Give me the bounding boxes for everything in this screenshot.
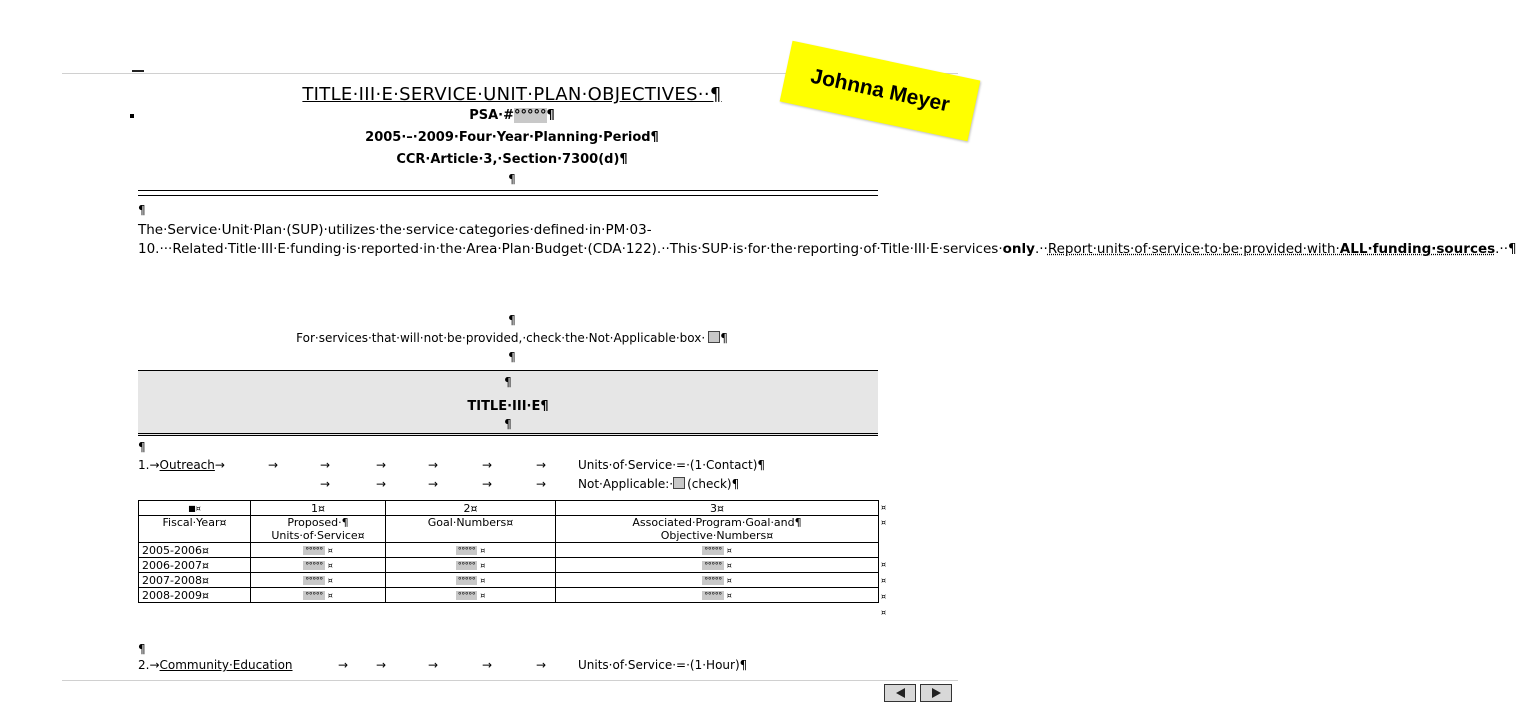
cell-end-mark: ¤	[327, 546, 333, 555]
section-2-units: Units·of·Service·=·(1·Hour)¶	[578, 658, 748, 672]
intro-only: only	[1002, 241, 1035, 257]
tab-arrow: →	[376, 477, 387, 491]
table-corner: ■¤	[139, 501, 251, 516]
not-applicable-checkbox[interactable]	[708, 331, 720, 343]
form-field[interactable]: °°°°°	[305, 561, 323, 570]
fiscal-year-cell: 2005-2006¤	[139, 543, 251, 558]
title-iii-e-band	[138, 370, 878, 436]
intro-paragraph-mark: ¶	[138, 203, 146, 217]
header-proposed-units	[251, 516, 386, 543]
col-number: 1¤	[251, 501, 386, 516]
na-check-label: (check)¶	[687, 477, 740, 491]
intro-report-text: Report·units·of·service·to·be·provided·with·	[1047, 241, 1340, 257]
na-text: For·services·that·will·not·be·provided,·check·the·Not·Applicable·box·	[296, 331, 706, 345]
section-1-number: 1.→	[138, 458, 160, 472]
proposed-units-cell	[251, 543, 386, 558]
form-field[interactable]: °°°°°	[704, 591, 722, 600]
objective-numbers-cell	[556, 543, 879, 558]
na-mark-above: ¶	[508, 313, 516, 327]
header-objective: Objective·Numbers¤	[660, 529, 774, 542]
objective-numbers-cell	[556, 558, 879, 573]
tab-arrow: →	[320, 477, 331, 491]
tab-arrow: →	[428, 458, 439, 472]
section-1-units: Units·of·Service·=·(1·Contact)¶	[578, 458, 766, 472]
na-end: ¶	[720, 331, 728, 345]
tab-arrow: →	[376, 658, 387, 672]
outreach-table	[138, 500, 879, 603]
header-goal-numbers: Goal·Numbers¤	[386, 516, 556, 543]
table-header-row	[139, 516, 879, 543]
col-number: 2¤	[386, 501, 556, 516]
tab-arrow: →	[482, 458, 493, 472]
psa-end-mark: ¶	[546, 108, 555, 123]
tab-arrow: →	[320, 458, 331, 472]
form-field[interactable]: °°°°°	[305, 591, 323, 600]
band-title: TITLE·III·E¶	[467, 399, 549, 414]
form-field[interactable]: °°°°°	[457, 591, 476, 600]
bottom-divider	[62, 680, 958, 681]
form-field[interactable]: °°°°°	[704, 576, 722, 585]
tab-arrow: →	[268, 458, 279, 472]
section-1-heading	[138, 458, 225, 472]
table-row	[139, 543, 879, 558]
table-row	[139, 558, 879, 573]
tab-arrow: →	[428, 658, 439, 672]
na-label: Not·Applicable:·	[578, 477, 674, 491]
arrow-left-icon	[896, 688, 905, 698]
header-double-rule	[138, 190, 878, 196]
na-mark-below: ¶	[508, 350, 516, 364]
form-field[interactable]: °°°°°	[305, 546, 323, 555]
tab-arrow: →	[338, 658, 349, 672]
planning-period: 2005·–·2009·Four·Year·Planning·Period¶	[365, 130, 659, 145]
tab-arrow: →	[376, 458, 387, 472]
row-end-mark: ¤	[881, 576, 887, 585]
intro-all-funding: ALL·funding·sources	[1339, 241, 1496, 257]
row-end-mark: ¤	[881, 503, 887, 512]
header-paragraph-mark: ¶	[508, 172, 516, 186]
section-1-label: Outreach	[159, 458, 215, 472]
goal-numbers-cell	[386, 558, 556, 573]
form-field[interactable]: °°°°°	[457, 576, 476, 585]
fiscal-year-cell: 2007-2008¤	[139, 573, 251, 588]
proposed-units-cell	[251, 558, 386, 573]
header-fiscal-year: Fiscal·Year¤	[139, 516, 251, 543]
goal-numbers-cell	[386, 543, 556, 558]
header-proposed: Proposed·¶	[287, 516, 349, 529]
cell-end-mark: ¤	[480, 576, 486, 585]
fiscal-year-cell: 2006-2007¤	[139, 558, 251, 573]
intro-text: The·Service·Unit·Plan·(SUP)·utilizes·the·service·categories·defined·in·PM·03-10.···Related·Title·III·E·funding·is·reported·in·the·Area·Plan·Budget·(CDA·122).··This·SUP·is·for·the·reporting·of·Title·III·E·services·	[138, 222, 1003, 257]
goal-numbers-cell	[386, 573, 556, 588]
section-2-label: Community·Education	[159, 658, 293, 672]
fiscal-year-cell: 2008-2009¤	[139, 588, 251, 603]
table-number-row	[139, 501, 879, 516]
psa-number-field[interactable]: °°°°°	[514, 108, 547, 123]
previous-slide-button[interactable]	[884, 684, 916, 702]
proposed-units-cell	[251, 588, 386, 603]
section-1-mark: ¶	[138, 440, 146, 454]
tab-arrow: →	[428, 477, 439, 491]
section-2-mark: ¶	[138, 642, 146, 656]
ccr-article: CCR·Article·3,·Section·7300(d)¶	[396, 152, 628, 167]
arrow-right-icon	[932, 688, 941, 698]
form-field[interactable]: °°°°°	[704, 546, 722, 555]
table-row	[139, 588, 879, 603]
band-mark-top: ¶	[504, 375, 512, 389]
cell-end-mark: ¤	[327, 591, 333, 600]
objective-numbers-cell	[556, 573, 879, 588]
header-units-of-service: Units·of·Service¤	[271, 529, 365, 542]
section-1-not-applicable	[578, 477, 739, 491]
proposed-units-cell	[251, 573, 386, 588]
form-field[interactable]: °°°°°	[457, 546, 476, 555]
document-title: TITLE·III·E·SERVICE·UNIT·PLAN·OBJECTIVES··¶	[302, 84, 722, 105]
row-end-mark: ¤	[881, 518, 887, 527]
not-applicable-instruction	[0, 331, 1024, 345]
cell-end-mark: ¤	[480, 561, 486, 570]
intro-end: .··¶	[1495, 241, 1517, 257]
tab-arrow: →	[482, 658, 493, 672]
margin-mark	[132, 70, 144, 72]
psa-label: PSA·#	[469, 108, 514, 123]
tab-arrow: →	[482, 477, 493, 491]
intro-paragraph	[138, 221, 1517, 259]
form-field[interactable]: °°°°°	[457, 561, 476, 570]
cell-end-mark: ¤	[726, 591, 732, 600]
row-end-mark: ¤	[881, 560, 887, 569]
section-2-number: 2.→	[138, 658, 160, 672]
band-mark-bottom: ¶	[504, 417, 512, 431]
header-associated-goal	[556, 516, 879, 543]
cell-end-mark: ¤	[480, 546, 486, 555]
table-row	[139, 573, 879, 588]
header-associated: Associated·Program·Goal·and¶	[632, 516, 802, 529]
sticky-note-text: Johnna Meyer	[808, 64, 952, 117]
intro-sep: .··	[1034, 241, 1048, 257]
tab-arrow: →	[214, 458, 225, 472]
section-2-heading	[138, 658, 293, 672]
next-slide-button[interactable]	[920, 684, 952, 702]
form-field[interactable]: °°°°°	[704, 561, 722, 570]
tab-arrow: →	[536, 658, 547, 672]
psa-line	[0, 108, 1024, 123]
cell-end-mark: ¤	[327, 576, 333, 585]
tab-arrow: →	[536, 477, 547, 491]
cell-end-mark: ¤	[327, 561, 333, 570]
objective-numbers-cell	[556, 588, 879, 603]
col-number: 3¤	[556, 501, 879, 516]
cell-end-mark: ¤	[726, 561, 732, 570]
row-end-mark: ¤	[881, 608, 887, 617]
cell-end-mark: ¤	[726, 546, 732, 555]
goal-numbers-cell	[386, 588, 556, 603]
cell-end-mark: ¤	[726, 576, 732, 585]
form-field[interactable]: °°°°°	[305, 576, 323, 585]
cell-end-mark: ¤	[480, 591, 486, 600]
outreach-na-checkbox[interactable]	[673, 477, 685, 489]
tab-arrow: →	[536, 458, 547, 472]
row-end-mark: ¤	[881, 592, 887, 601]
